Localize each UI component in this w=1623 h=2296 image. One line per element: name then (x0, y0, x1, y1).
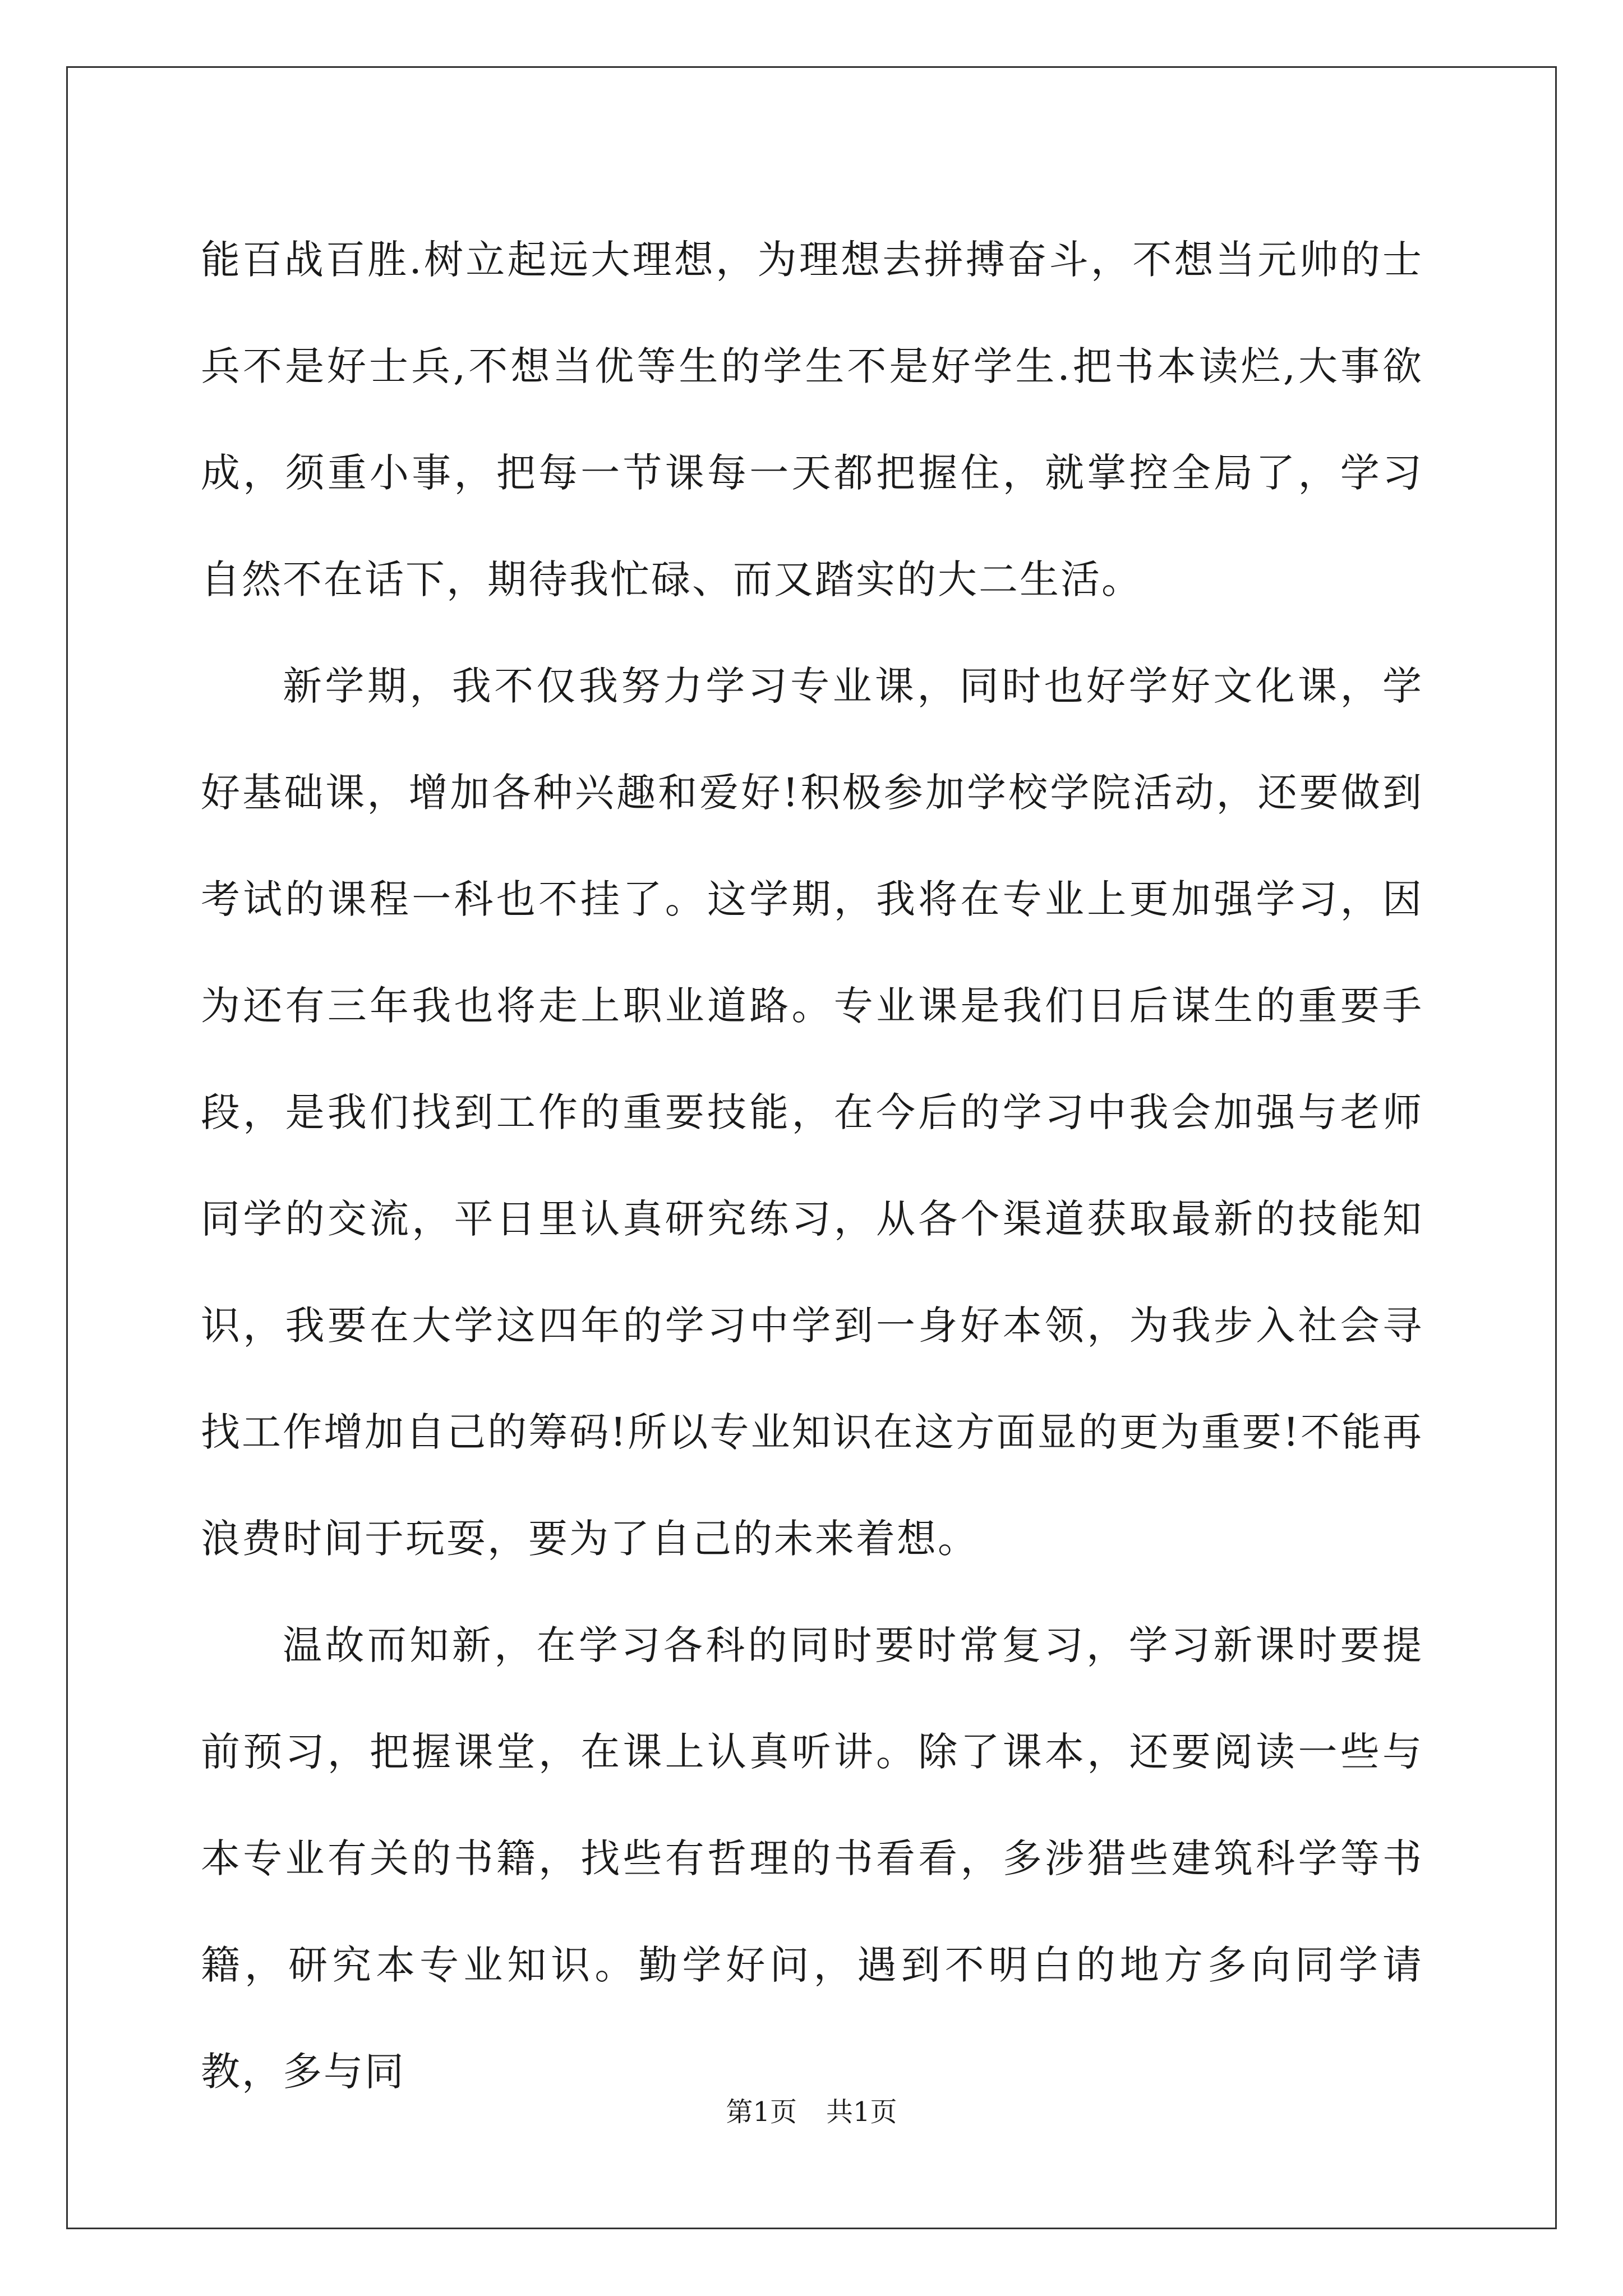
document-body (201, 206, 1423, 2125)
paragraph-2: 新学期，我不仅我努力学习专业课，同时也好学好文化课，学好基础课，增加各种兴趣和爱好!积极参加学校学院活动，还要做到考试的课程一科也不挂了。这学期，我将在专业上更加强学习，因为还有三年我也将走上职业道路。专业课是我们日后谋生的重要手段，是我们找到工作的重要技能，在今后的学习中我会加强与老师同学的交流，平日里认真研究练习，从各个渠道获取最新的技能知识，我要在大学这四年的学习中学到一身好本领，为我步入社会寻找工作增加自己的筹码!所以专业知识在这方面显的更为重要!不能再浪费时间于玩耍，要为了自己的未来着想。 (201, 663, 1423, 1562)
page-footer (0, 2095, 1623, 2129)
page-number-total: 共1页 (826, 2096, 897, 2128)
paragraph-3: 温故而知新，在学习各科的同时要时常复习，学习新课时要提前预习，把握课堂，在课上认真听讲。除了课本，还要阅读一些与本专业有关的书籍，找些有哲理的书看看，多涉猎些建筑科学等书籍，研究本专业知识。勤学好问，遇到不明白的地方多向同学请教，多与同 (201, 1622, 1423, 2095)
paragraph-1: 能百战百胜.树立起远大理想，为理想去拼搏奋斗，不想当元帅的士兵不是好士兵,不想当优等生的学生不是好学生.把书本读烂,大事欲成，须重小事，把每一节课每一天都把握住，就掌控全局了，学习自然不在话下，期待我忙碌、而又踏实的大二生活。 (201, 237, 1423, 602)
page-number-current: 第1页 (726, 2096, 797, 2128)
